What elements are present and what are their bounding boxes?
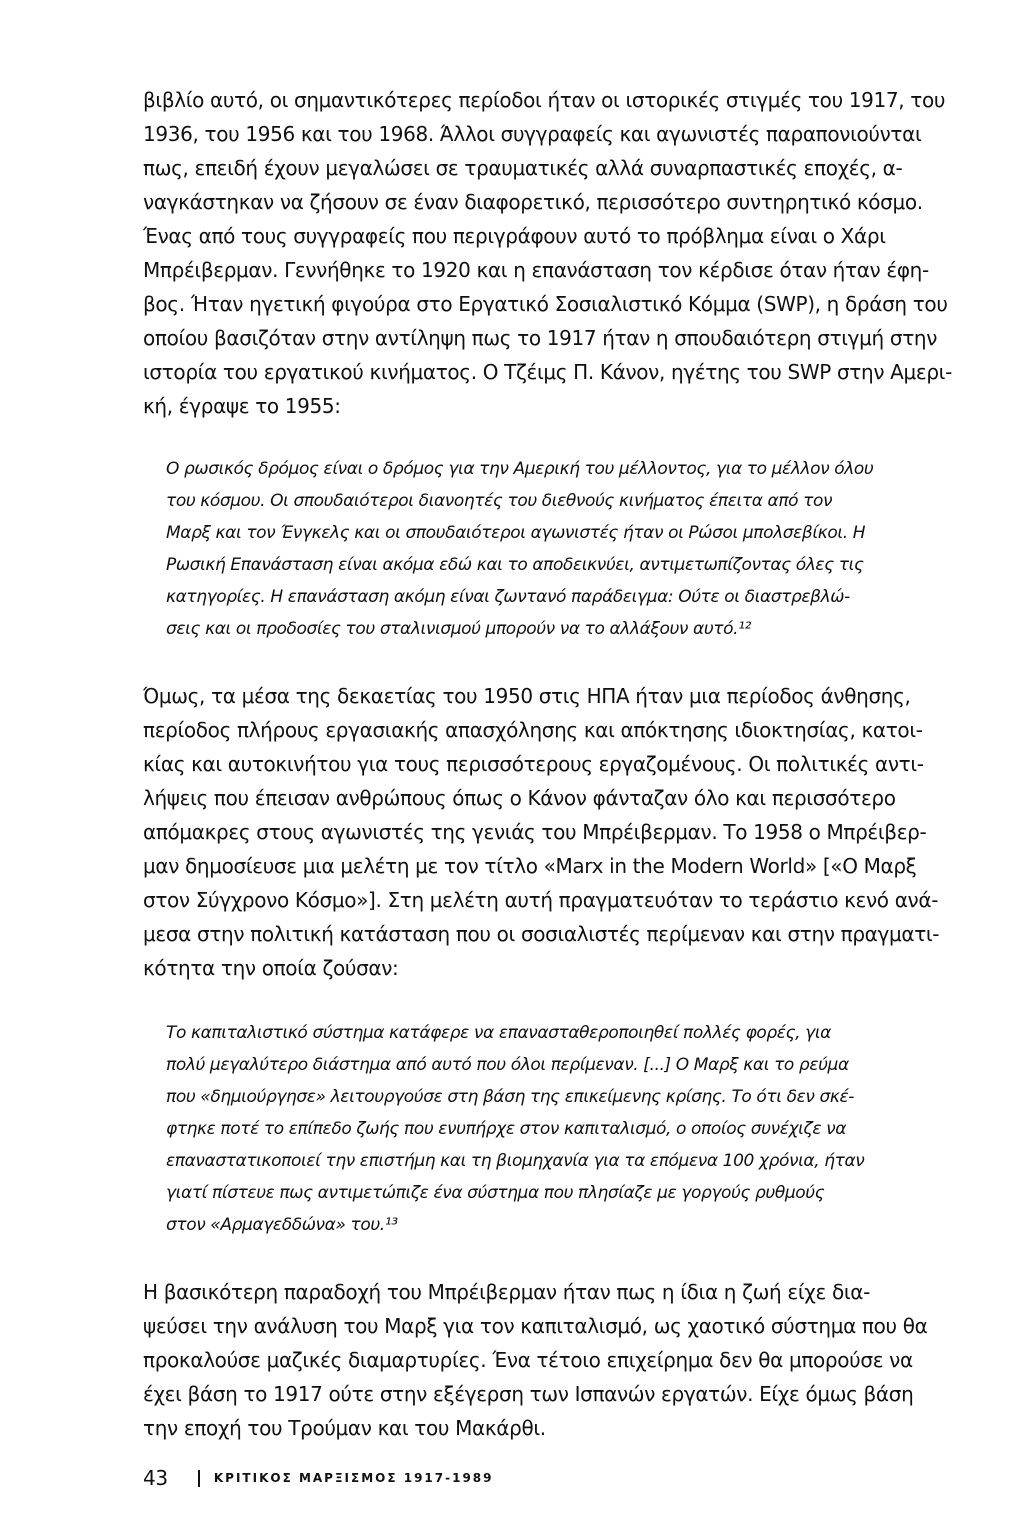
text-line: Η βασικότερη παραδοχή του Μπρέιβερμαν ήταν πως η ίδια η ζωή είχε δια-	[143, 1280, 870, 1304]
quote-line: Το καπιταλιστικό σύστημα κατάφερε να επανασταθεροποιηθεί πολλές φορές, για	[166, 1023, 831, 1043]
text-line: οποίου βασιζόταν στην αντίληψη πως το 1917 ήταν η σπουδαιότερη στιγμή στην	[143, 326, 938, 350]
text-line: Όμως, τα μέσα της δεκαετίας του 1950 στις ΗΠΑ ήταν μια περίοδος άνθησης,	[143, 684, 911, 708]
text-line: 1936, του 1956 και του 1968. Άλλοι συγγραφείς και αγωνιστές παραπονιούνται	[143, 122, 922, 146]
footer-divider	[198, 1470, 200, 1487]
text-line: κή, έγραψε το 1955:	[143, 394, 341, 418]
quote-line: φτηκε ποτέ το επίπεδο ζωής που ενυπήρχε στον καπιταλισμό, ο οποίος συνέχιζε να	[166, 1119, 847, 1139]
text-line: έχει βάση το 1917 ούτε στην εξέγερση των Ισπανών εργατών. Είχε όμως βάση	[143, 1382, 914, 1406]
quote-line: κατηγορίες. Η επανάσταση ακόμη είναι ζωντανό παράδειγμα: Ούτε οι διαστρεβλώ-	[166, 587, 850, 607]
text-line: την εποχή του Τρούμαν και του Μακάρθι.	[143, 1416, 546, 1440]
running-title: ΚΡΙΤΙΚΟΣ ΜΑΡΞΙΣΜΟΣ 1917-1989	[213, 1471, 494, 1485]
text-line: στον Σύγχρονο Κόσμο»]. Στη μελέτη αυτή πραγματευόταν το τεράστιο κενό ανά-	[143, 888, 939, 912]
page-number: 43	[143, 1466, 168, 1490]
text-line: ψεύσει την ανάλυση του Μαρξ για τον καπιταλισμό, ως χαοτικό σύστημα που θα	[143, 1314, 928, 1338]
text-line: Μπρέιβερμαν. Γεννήθηκε το 1920 και η επανάσταση τον κέρδισε όταν ήταν έφη-	[143, 258, 929, 282]
quote-line: στον «Αρμαγεδδώνα» του.¹³	[166, 1215, 398, 1235]
text-line: Ένας από τους συγγραφείς που περιγράφουν αυτό το πρόβλημα είναι ο Χάρι	[143, 224, 886, 248]
text-line: ιστορία του εργατικού κινήματος. Ο Τζέιμς Π. Κάνον, ηγέτης του SWP στην Αμερι-	[143, 360, 952, 384]
quote-line: γιατί πίστευε πως αντιμετώπιζε ένα σύστημα που πλησίαζε με γοργούς ρυθμούς	[166, 1183, 825, 1203]
quote-line: πολύ μεγαλύτερο διάστημα από αυτό που όλοι περίμεναν. [...] Ο Μαρξ και το ρεύμα	[166, 1055, 849, 1075]
text-line: πως, επειδή έχουν μεγαλώσει σε τραυματικές αλλά συναρπαστικές εποχές, α-	[143, 156, 903, 180]
text-line: προκαλούσε μαζικές διαμαρτυρίες. Ένα τέτοιο επιχείρημα δεν θα μπορούσε να	[143, 1348, 913, 1372]
text-line: κότητα την οποία ζούσαν:	[143, 956, 399, 980]
text-line: μαν δημοσίευσε μια μελέτη με τον τίτλο «Marx in the Modern World» [«Ο Μαρξ	[143, 854, 917, 878]
quote-line: επαναστατικοποιεί την επιστήμη και τη βιομηχανία για τα επόμενα 100 χρόνια, ήταν	[166, 1151, 865, 1171]
text-line: λήψεις που έπεισαν ανθρώπους όπως ο Κάνον φάνταζαν όλο και περισσότερο	[143, 786, 896, 810]
text-line: βος. Ήταν ηγετική φιγούρα στο Εργατικό Σοσιαλιστικό Κόμμα (SWP), η δράση του	[143, 292, 948, 316]
quote-line: που «δημιούργησε» λειτουργούσε στη βάση της επικείμενης κρίσης. Το ότι δεν σκέ-	[166, 1087, 855, 1107]
quote-line: σεις και οι προδοσίες του σταλινισμού μπορούν να το αλλάξουν αυτό.¹²	[166, 619, 751, 639]
quote-line: Ρωσική Επανάσταση είναι ακόμα εδώ και το αποδεικνύει, αντιμετωπίζοντας όλες τις	[166, 555, 864, 575]
text-line: απόμακρες στους αγωνιστές της γενιάς του Μπρέιβερμαν. Το 1958 ο Μπρέιβερ-	[143, 820, 927, 844]
text-line: βιβλίο αυτό, οι σημαντικότερες περίοδοι ήταν οι ιστορικές στιγμές του 1917, του	[143, 88, 946, 112]
quote-line: του κόσμου. Οι σπουδαιότεροι διανοητές του διεθνούς κινήματος έπειτα από τον	[166, 491, 833, 511]
text-line: κίας και αυτοκινήτου για τους περισσότερους εργαζομένους. Οι πολιτικές αντι-	[143, 752, 924, 776]
text-line: μεσα στην πολιτική κατάσταση που οι σοσιαλιστές περίμεναν και στην πραγματι-	[143, 922, 940, 946]
text-line: ναγκάστηκαν να ζήσουν σε έναν διαφορετικό, περισσότερο συντηρητικό κόσμο.	[143, 190, 923, 214]
text-line: περίοδος πλήρους εργασιακής απασχόλησης και απόκτησης ιδιοκτησίας, κατοι-	[143, 718, 923, 742]
page-footer	[143, 1466, 494, 1490]
quote-line: Μαρξ και τον Ένγκελς και οι σπουδαιότεροι αγωνιστές ήταν οι Ρώσοι μπολσεβίκοι. Η	[166, 523, 866, 543]
quote-line: Ο ρωσικός δρόμος είναι ο δρόμος για την Αμερική του μέλλοντος, για το μέλλον όλου	[166, 459, 874, 479]
